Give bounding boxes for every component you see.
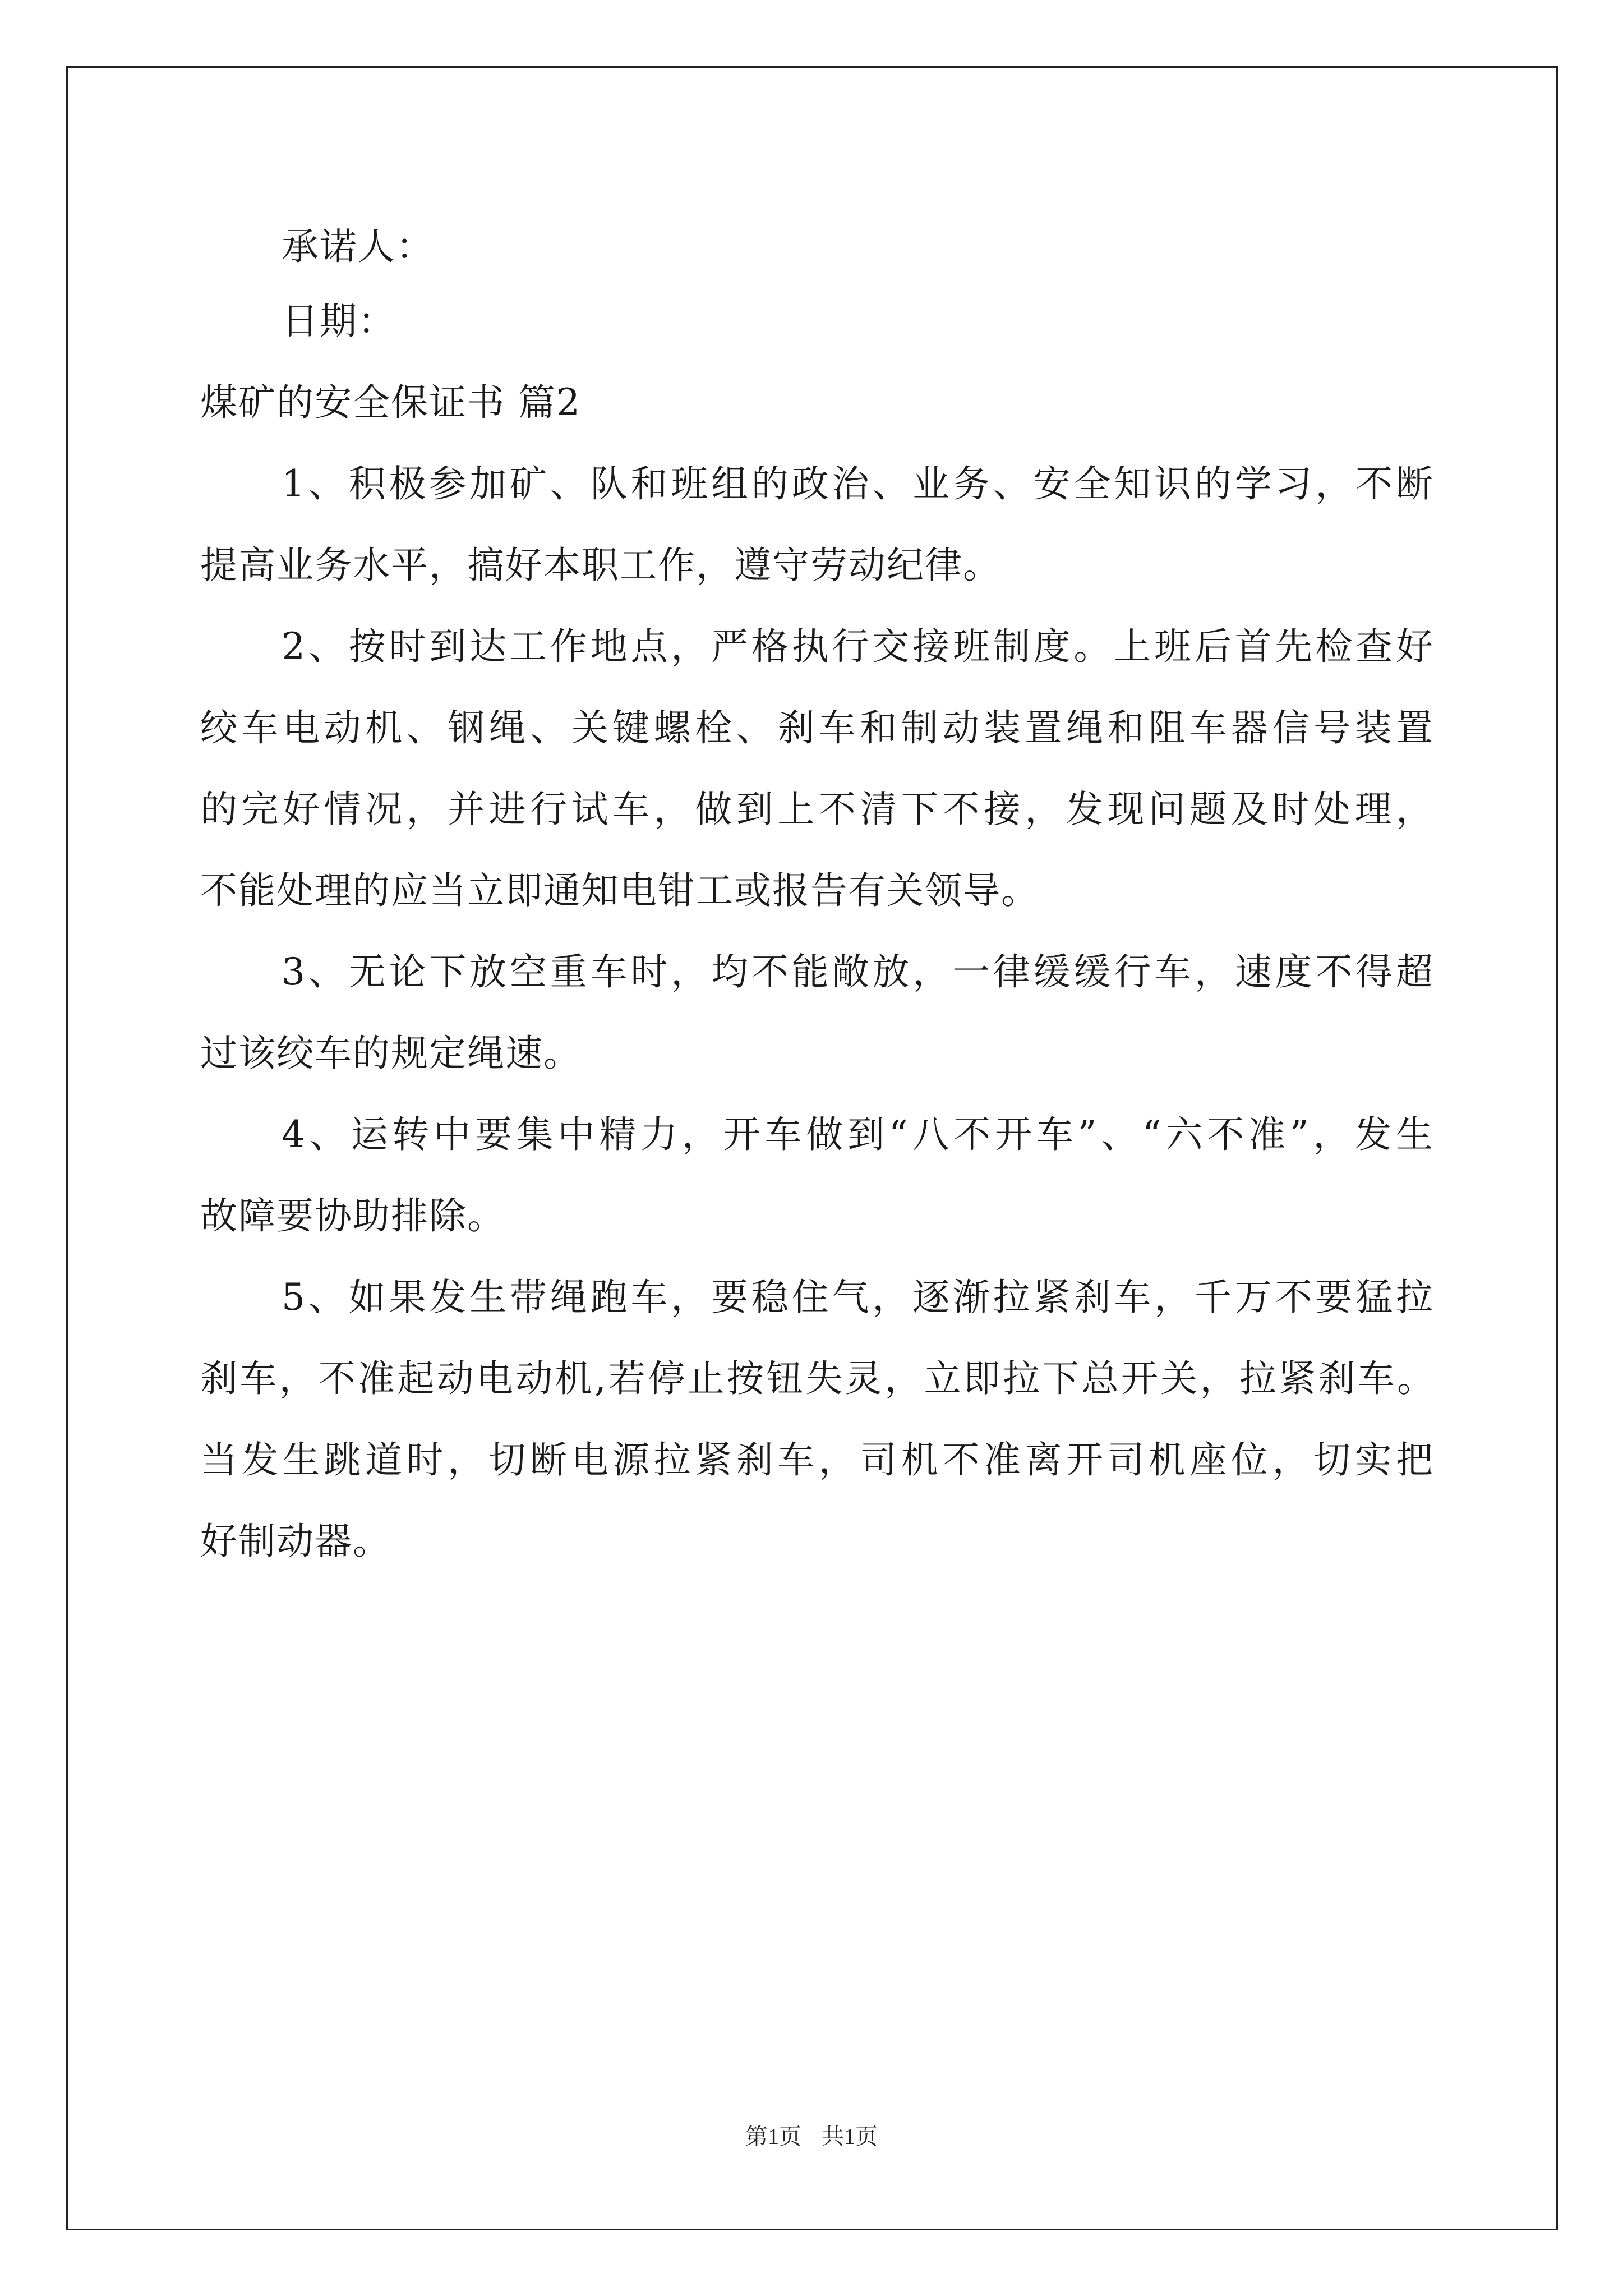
paragraph-2-line-3: 的完好情况，并进行试车，做到上不清下不接，发现问题及时处理， <box>200 788 1434 831</box>
paragraph-5-line-3: 当发生跳道时，切断电源拉紧刹车，司机不准离开司机座位，切实把 <box>200 1438 1434 1481</box>
section-heading: 煤矿的安全保证书 篇2 <box>200 381 581 424</box>
paragraph-2-line-1: 2、按时到达工作地点，严格执行交接班制度。上班后首先检查好 <box>282 625 1434 668</box>
paragraph-1-line-1: 1、积极参加矿、队和班组的政治、业务、安全知识的学习，不断 <box>282 462 1434 505</box>
page-footer <box>0 2123 1623 2151</box>
paragraph-5-line-1: 5、如果发生带绳跑车，要稳住气，逐渐拉紧刹车，千万不要猛拉 <box>282 1276 1434 1319</box>
paragraph-1-line-2: 提高业务水平，搞好本职工作，遵守劳动纪律。 <box>200 544 1001 587</box>
date-label: 日期： <box>282 300 396 343</box>
paragraph-2-line-4: 不能处理的应当立即通知电钳工或报告有关领导。 <box>200 869 1039 912</box>
page-number: 第1页 <box>745 2124 801 2149</box>
paragraph-3-line-2: 过该绞车的规定绳速。 <box>200 1032 582 1075</box>
paragraph-3-line-1: 3、无论下放空重车时，均不能敞放，一律缓缓行车，速度不得超 <box>282 950 1434 993</box>
paragraph-4-line-1: 4、运转中要集中精力，开车做到“八不开车”、“六不准”，发生 <box>282 1113 1434 1156</box>
promisor-label: 承诺人： <box>282 225 434 268</box>
paragraph-5-line-4: 好制动器。 <box>200 1520 391 1563</box>
paragraph-2-line-2: 绞车电动机、钢绳、关键螺栓、刹车和制动装置绳和阻车器信号装置 <box>200 706 1434 749</box>
paragraph-5-line-2: 刹车，不准起动电动机,若停止按钮失灵，立即拉下总开关，拉紧刹车。 <box>200 1357 1434 1400</box>
paragraph-4-line-2: 故障要协助排除。 <box>200 1194 505 1237</box>
page-total: 共1页 <box>822 2124 878 2149</box>
